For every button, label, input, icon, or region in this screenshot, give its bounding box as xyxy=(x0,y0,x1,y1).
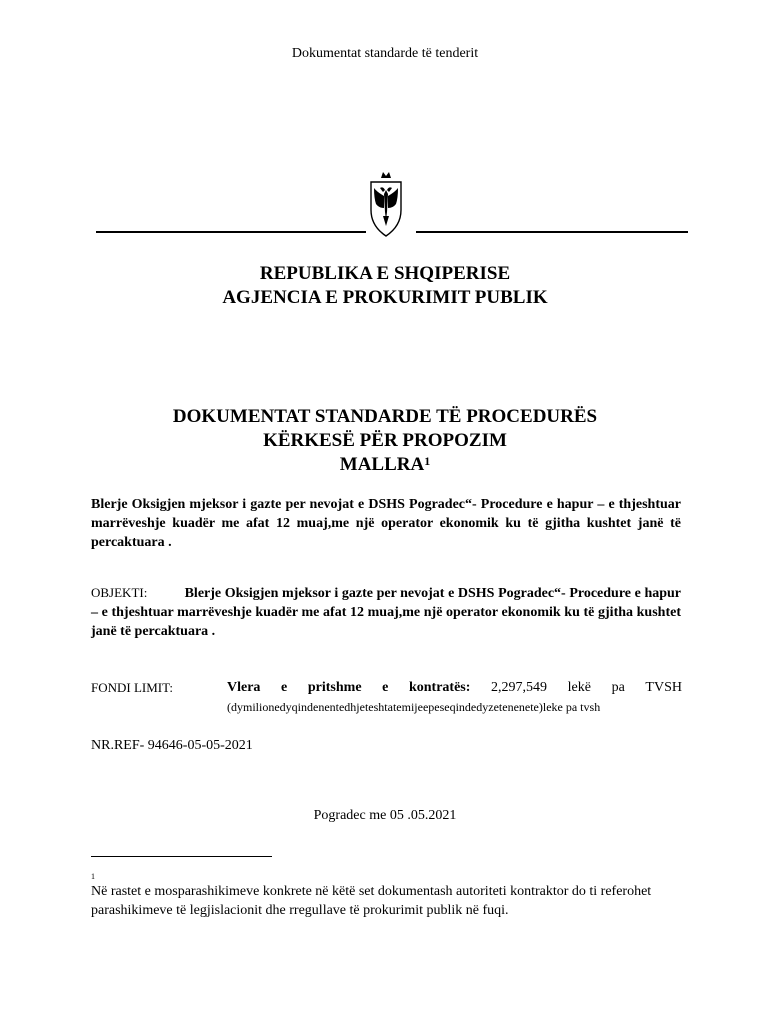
fondi-word: e xyxy=(281,680,288,695)
fondi-currency-word: TVSH xyxy=(645,680,682,695)
fondi-label: FONDI LIMIT: xyxy=(91,680,174,695)
objekti-text: Blerje Oksigjen mjeksor i gazte per nevojat e DSHS Pogradec“- Procedure e hapur – e thjeshtuar marrëveshje kuadër me afat 12 muaj,me një operator ekonomik ku të gjitha kushtet janë të percaktuara . xyxy=(91,586,682,639)
fondi-currency-word: pa xyxy=(611,680,625,695)
fondi-word: Vlera xyxy=(227,680,261,695)
objekti-paragraph xyxy=(91,583,681,641)
objekti-label: OBJEKTI: xyxy=(91,585,148,600)
fondi-currency-word: lekë xyxy=(567,680,591,695)
fondi-amount-in-words: (dymilionedyqindenentedhjeteshtatemijeepeseqindedyzetenenete)leke pa tvsh xyxy=(227,700,601,714)
footnote-mark: 1 xyxy=(91,872,95,881)
footnote-reference: 1 xyxy=(424,454,431,468)
document-title-line1: DOKUMENTAT STANDARDE TË PROCEDURËS xyxy=(172,406,598,427)
document-category: MALLRA xyxy=(339,454,425,475)
republic-title: REPUBLIKA E SHQIPERISE xyxy=(259,263,511,284)
reference-number: NR.REF- 94646-05-05-2021 xyxy=(91,738,253,753)
document-title-line3 xyxy=(0,453,770,477)
place-and-date: Pogradec me 05 .05.2021 xyxy=(313,808,457,823)
fondi-value-line xyxy=(227,680,682,696)
albanian-eagle-coat-of-arms-icon xyxy=(367,170,405,240)
running-header: Dokumentat standarde të tenderit xyxy=(291,46,479,61)
document-title-line2: KËRKESË PËR PROPOZIM xyxy=(263,430,507,451)
masthead-rule-left xyxy=(96,231,366,233)
masthead-rule-right xyxy=(416,231,688,233)
fondi-amount: 2,297,549 xyxy=(491,680,548,695)
fondi-word: pritshme xyxy=(307,680,362,695)
fondi-word: kontratës: xyxy=(408,680,471,695)
footnote-text: Në rastet e mosparashikimeve konkrete në këtë set dokumentash autoriteti kontraktor do ti referohet parashikimeve të legjislacionit dhe rregullave të prokurimit publik në fuqi. xyxy=(91,884,652,918)
fondi-word: e xyxy=(382,680,389,695)
procurement-description: Blerje Oksigjen mjeksor i gazte per nevojat e DSHS Pogradec“- Procedure e hapur – e thjeshtuar marrëveshje kuadër me afat 12 muaj,me një operator ekonomik ku të gjitha kushtet janë të percaktuara . xyxy=(91,497,681,550)
agency-title: AGJENCIA E PROKURIMIT PUBLIK xyxy=(222,287,548,308)
footnote-separator xyxy=(91,856,272,857)
